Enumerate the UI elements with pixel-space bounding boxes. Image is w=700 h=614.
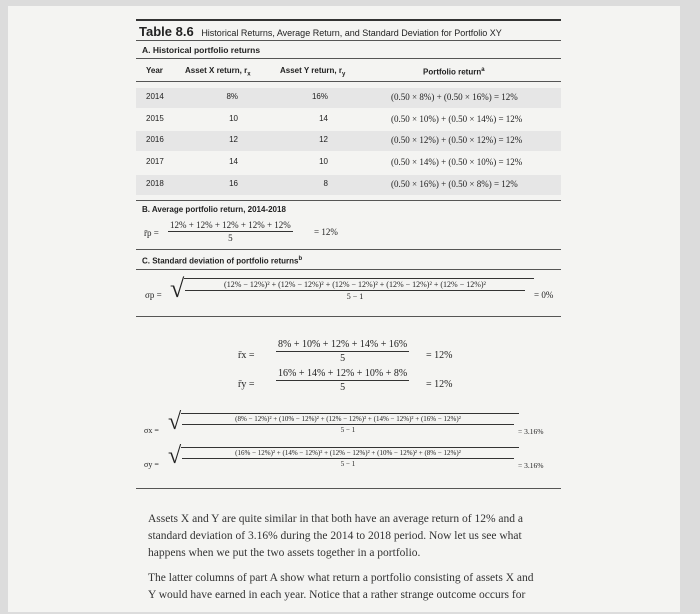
avg-x-lhs: r̄x =: [238, 350, 255, 361]
avg-y-lhs: r̄y =: [238, 379, 255, 390]
header-portfolio: Portfolio return$^a$: [423, 67, 485, 77]
row-2018-y: 8: [323, 179, 328, 188]
sqrt-sign-x: √: [168, 409, 182, 435]
sqrt-bar-x: [181, 413, 519, 414]
sqrt-bar-y: [181, 447, 519, 448]
row-2015-p: (0.50 × 10%) + (0.50 × 14%) = 12%: [391, 114, 523, 124]
header-asset-y: Asset Y return, $r_y$: [280, 66, 346, 78]
row-2014-y: 16%: [311, 92, 328, 101]
row-2016-p: (0.50 × 12%) + (0.50 × 12%) = 12%: [391, 135, 523, 145]
sd-portfolio-result: = 0%: [534, 290, 554, 300]
sd-x-fraction: (8% − 12%)² + (10% − 12%)² + (12% − 12%)² + (14% − 12%)² + (16% − 12%)² 5 − 1: [182, 415, 514, 434]
section-c-title: C. Standard deviation of portfolio returns$^b$: [142, 256, 303, 266]
row-2017-p: (0.50 × 14%) + (0.50 × 10%) = 12%: [391, 157, 523, 167]
row-2017-y: 10: [319, 157, 328, 166]
header-asset-x: Asset X return, $r_x$: [185, 66, 251, 78]
row-2016-year: 2016: [146, 135, 164, 144]
table-caption: Historical Returns, Average Return, and Standard Deviation for Portfolio XY: [201, 28, 502, 38]
header-rule: [136, 81, 561, 82]
sqrt-sign-y: √: [168, 443, 182, 469]
row-2016-x: 12: [229, 135, 238, 144]
avg-x-result: = 12%: [426, 350, 453, 361]
paragraph-1: Assets X and Y are quite similar in that both have an average return of 12% and a standard deviation of 3.16% during the 2014 to 2018 period. Now let us see what happens when we put the two assets together in a portfolio.: [148, 513, 524, 559]
header-year: Year: [146, 66, 163, 75]
row-2015-y: 14: [319, 114, 328, 123]
sd-y-result: = 3.16%: [518, 461, 544, 470]
body-text: [148, 511, 543, 612]
table-title: [139, 25, 502, 38]
section-b-title: B. Average portfolio return, 2014-2018: [142, 205, 286, 214]
title-rule: [136, 40, 561, 41]
section-c-rule: [136, 269, 561, 270]
row-2018-x: 16: [229, 179, 238, 188]
row-2015-year: 2015: [146, 114, 164, 123]
sd-x-lhs: σx =: [144, 426, 159, 435]
document-page: [8, 6, 680, 612]
section-b-rule: [136, 200, 561, 201]
row-2018-year: 2018: [146, 179, 164, 188]
paragraph-2: The latter columns of part A show what return a portfolio consisting of assets X and Y would have earned in each year. Notice that a rather strange outcome occurs for: [148, 572, 534, 601]
row-2014-year: 2014: [146, 92, 164, 101]
sqrt-sign: √: [170, 274, 185, 303]
table-number: Table 8.6: [139, 24, 194, 39]
sd-x-result: = 3.16%: [518, 427, 544, 436]
row-2017-year: 2017: [146, 157, 164, 166]
avg-portfolio-lhs: r̄p =: [144, 228, 159, 238]
avg-y-fraction: $\frac{16\% + 14\% + 12\% + 10\% + 8\%}{5}$: [278, 368, 408, 393]
section-a-title: A. Historical portfolio returns: [142, 45, 261, 55]
section-c-bottom-rule: [136, 316, 561, 317]
avg-portfolio-result: = 12%: [314, 227, 338, 237]
avg-y-result: = 12%: [426, 379, 453, 390]
sqrt-bar: [184, 278, 534, 279]
row-2014-p: (0.50 × 8%) + (0.50 × 16%) = 12%: [391, 92, 518, 102]
section-c-rule-top: [136, 249, 561, 250]
sd-y-fraction: (16% − 12%)² + (14% − 12%)² + (12% − 12%)² + (10% − 12%)² + (8% − 12%)² 5 − 1: [182, 449, 514, 468]
row-2018-p: (0.50 × 16%) + (0.50 × 8%) = 12%: [391, 179, 518, 189]
table-bottom-rule: [136, 488, 561, 489]
top-rule: [136, 19, 561, 21]
row-2016-y: 12: [319, 135, 328, 144]
sd-portfolio-fraction: (12% − 12%)² + (12% − 12%)² + (12% − 12%)² + (12% − 12%)² + (12% − 12%)² 5 − 1: [185, 280, 525, 301]
row-2017-x: 14: [229, 157, 238, 166]
sd-portfolio-lhs: σp =: [145, 290, 162, 300]
row-2015-x: 10: [229, 114, 238, 123]
row-2014-x: 8%: [226, 92, 238, 101]
avg-x-fraction: $\frac{8\% + 10\% + 12\% + 14\% + 16\%}{5}$: [278, 339, 408, 364]
sd-y-lhs: σy =: [144, 460, 159, 469]
section-a-rule: [136, 58, 561, 59]
avg-portfolio-fraction: $\frac{12\% + 12\% + 12\% + 12\% + 12\%}{5}$: [170, 220, 291, 243]
